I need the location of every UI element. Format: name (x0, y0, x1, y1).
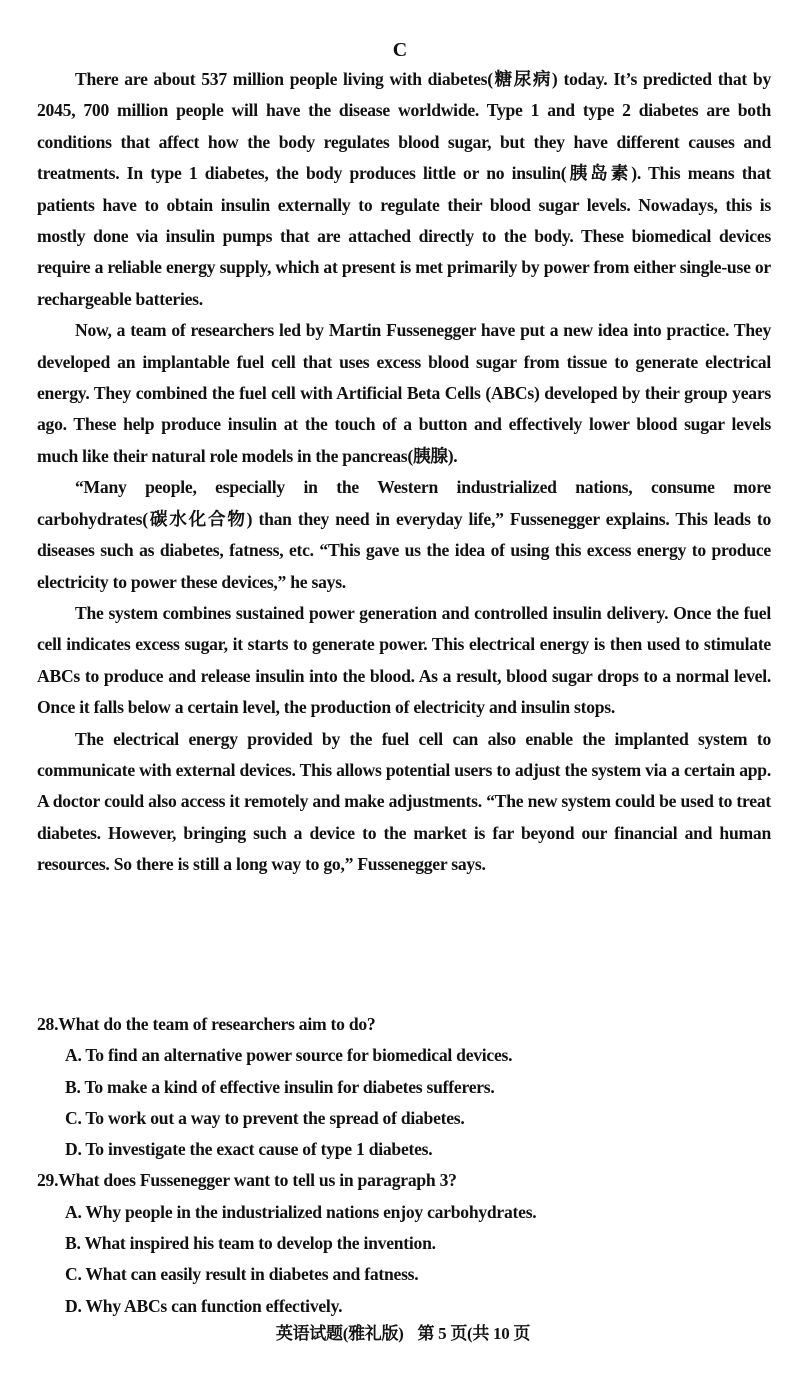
question-stem (37, 1165, 771, 1196)
section-heading: C (392, 39, 408, 61)
option-b: B. What inspired his team to develop the invention. (65, 1233, 436, 1254)
page-number: 第 5 页(共 10 页 (417, 1324, 531, 1343)
passage-paragraph-4: The system combines sustained power generation and controlled insulin delivery. Once the fuel cell indicates excess sugar, it starts to generate power. This electrical energy is then used to stimulate ABCs to produce and release insulin into the blood. As a result, blood sugar drops to a normal level. Once it falls below a certain level, the production of electricity and insulin stops. (37, 602, 771, 718)
option-list (37, 1040, 771, 1165)
question-number: 28. (37, 1014, 59, 1034)
option-c: C. To work out a way to prevent the spread of diabetes. (65, 1107, 465, 1128)
exam-title: 英语试题(雅礼版) (275, 1324, 404, 1343)
option-b: B. To make a kind of effective insulin for diabetes sufferers. (65, 1076, 495, 1097)
question-28 (37, 1009, 771, 1165)
option-a: A. Why people in the industrialized nations enjoy carbohydrates. (65, 1201, 537, 1222)
page-footer (0, 1322, 800, 1346)
question-text: What does Fussenegger want to tell us in paragraph 3? (58, 1170, 457, 1191)
passage-paragraph-2: Now, a team of researchers led by Martin Fussenegger have put a new idea into practice. They developed an implantable fuel cell that uses excess blood sugar from tissue to generate electrical energy. They combined the fuel cell with Artificial Beta Cells (ABCs) developed by their group years ago. These help produce insulin at the touch of a button and effectively lower blood sugar levels much like their natural role models in the pancreas(胰腺). (37, 320, 771, 466)
passage-paragraph-1: There are about 537 million people living with diabetes(糖尿病) today. It’s predicted that by 2045, 700 million people will have the disease worldwide. Type 1 and type 2 diabetes are both conditions that affect how the body regulates blood sugar, but they have different causes and treatments. In type 1 diabetes, the body produces little or no insulin(胰岛素). This means that patients have to obtain insulin externally to regulate their blood sugar levels. Nowadays, this is mostly done via insulin pumps that are attached directly to the body. These biomedical devices require a reliable energy supply, which at present is met primarily by power from either single-use or rechargeable batteries. (37, 69, 771, 309)
question-29 (37, 1165, 771, 1321)
reading-passage (37, 64, 771, 881)
option-c: C. What can easily result in diabetes and fatness. (65, 1264, 419, 1285)
question-list (37, 1009, 771, 1322)
passage-paragraph-5: The electrical energy provided by the fuel cell can also enable the implanted system to communicate with external devices. This allows potential users to adjust the system via a certain app. A doctor could also access it remotely and make adjustments. “The new system could be used to treat diabetes. However, bringing such a device to the market is far beyond our financial and human resources. So there is still a long way to go,” Fussenegger says. (37, 728, 771, 875)
option-d: D. To investigate the exact cause of type 1 diabetes. (65, 1139, 433, 1160)
option-list (37, 1197, 771, 1322)
option-a: A. To find an alternative power source for biomedical devices. (65, 1045, 513, 1066)
question-text: What do the team of researchers aim to do? (58, 1014, 376, 1034)
option-d: D. Why ABCs can function effectively. (65, 1295, 343, 1316)
question-number: 29. (37, 1170, 59, 1191)
passage-paragraph-3: “Many people, especially in the Western industrialized nations, consume more carbohydrates(碳水化合物) than they need in everyday life,” Fussenegger explains. This leads to diseases such as diabetes, fatness, etc. “This gave us the idea of using this excess energy to produce electricity to power these devices,” he says. (37, 477, 771, 592)
question-stem (37, 1009, 771, 1040)
